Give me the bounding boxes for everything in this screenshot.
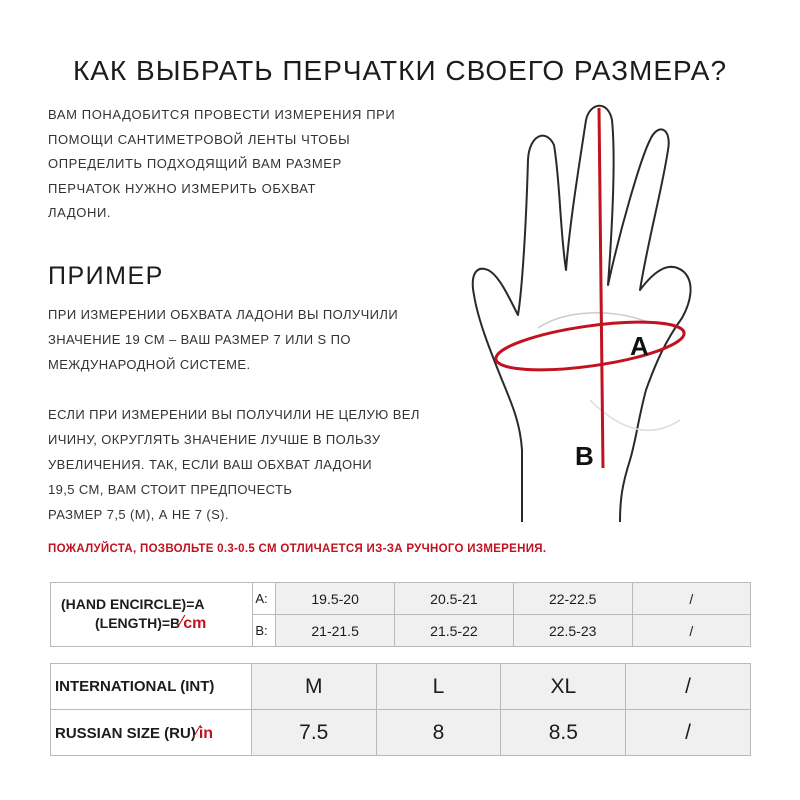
example-line: УВЕЛИЧЕНИЯ. ТАК, ЕСЛИ ВАШ ОБХВАТ ЛАДОНИ [48,457,373,472]
table-cell: 7.5 [251,710,376,756]
length-label: (LENGTH)=B [95,615,181,631]
table-cell: / [632,615,750,647]
measurement-label-cell [51,583,253,647]
row-key: A: [253,583,276,615]
table-cell: / [626,710,751,756]
unit-slash: ⁄ [195,722,199,742]
table-cell: 22-22.5 [513,583,632,615]
circumference-ring-a [493,313,687,379]
intro-line: ОПРЕДЕЛИТЬ ПОДХОДЯЩИЙ ВАМ РАЗМЕР [48,156,342,171]
example-line: РАЗМЕР 7,5 (М), А НЕ 7 (S). [48,507,229,522]
intro-line: ПОМОЩИ САНТИМЕТРОВОЙ ЛЕНТЫ ЧТОБЫ [48,131,351,147]
table-cell: 21.5-22 [395,615,514,647]
length-line-b [599,108,603,468]
measurement-note: ПОЖАЛУЙСТА, ПОЗВОЛЬТЕ 0.3-0.5 СМ ОТЛИЧАЕТСЯ ИЗ-ЗА РУЧНОГО ИЗМЕРЕНИЯ. [48,543,547,555]
table-cell: XL [501,664,626,710]
table-cell: 19.5-20 [276,583,395,615]
label-b: B [575,441,594,471]
page-title: КАК ВЫБРАТЬ ПЕРЧАТКИ СВОЕГО РАЗМЕРА? [72,55,728,86]
table-row [51,583,751,615]
ru-label-cell [51,710,252,756]
int-label-cell: INTERNATIONAL (INT) [51,664,252,710]
example-text [48,302,420,527]
measurement-table [50,582,751,647]
ru-label: RUSSIAN SIZE (RU) [55,725,196,742]
example-line: ПРИ ИЗМЕРЕНИИ ОБХВАТА ЛАДОНИ ВЫ ПОЛУЧИЛИ [48,307,399,322]
row-key: B: [253,615,276,647]
table-cell: 8 [376,710,501,756]
example-line: ЕСЛИ ПРИ ИЗМЕРЕНИИ ВЫ ПОЛУЧИЛИ НЕ ЦЕЛУЮ ВЕЛ [48,407,420,422]
table-cell: / [626,664,751,710]
unit-in: in [198,725,214,742]
table-row [51,664,751,710]
table-cell: / [632,583,750,615]
table-cell: M [251,664,376,710]
size-table [50,663,751,756]
example-line: 19,5 СМ, ВАМ СТОИТ ПРЕДПОЧЕСТЬ [48,482,293,497]
unit-slash: ⁄ [180,612,184,632]
unit-cm: cm [183,615,207,632]
table-cell: 8.5 [501,710,626,756]
intro-line: ПЕРЧАТОК НУЖНО ИЗМЕРИТЬ ОБХВАТ [48,180,317,196]
intro-text [48,103,428,226]
table-row [51,710,751,756]
table-cell: 21-21.5 [276,615,395,647]
table-cell: L [376,664,501,710]
table-cell: 22.5-23 [513,615,632,647]
example-line: ЗНАЧЕНИЕ 19 СМ – ВАШ РАЗМЕР 7 ИЛИ S ПО [48,332,351,347]
example-line: ИЧИНУ, ОКРУГЛЯТЬ ЗНАЧЕНИЕ ЛУЧШЕ В ПОЛЬЗУ [48,432,381,447]
intro-line: ВАМ ПОНАДОБИТСЯ ПРОВЕСТИ ИЗМЕРЕНИЯ ПРИ [48,107,396,122]
table-cell: 20.5-21 [395,583,514,615]
example-heading: ПРИМЕР [48,262,164,290]
hand-measurement-diagram [470,100,710,525]
label-a: A [630,331,649,361]
hand-encircle-label: (HAND ENCIRCLE)=A [61,596,205,612]
example-line: МЕЖДУНАРОДНОЙ СИСТЕМЕ. [48,357,251,372]
intro-line: ЛАДОНИ. [48,205,112,220]
